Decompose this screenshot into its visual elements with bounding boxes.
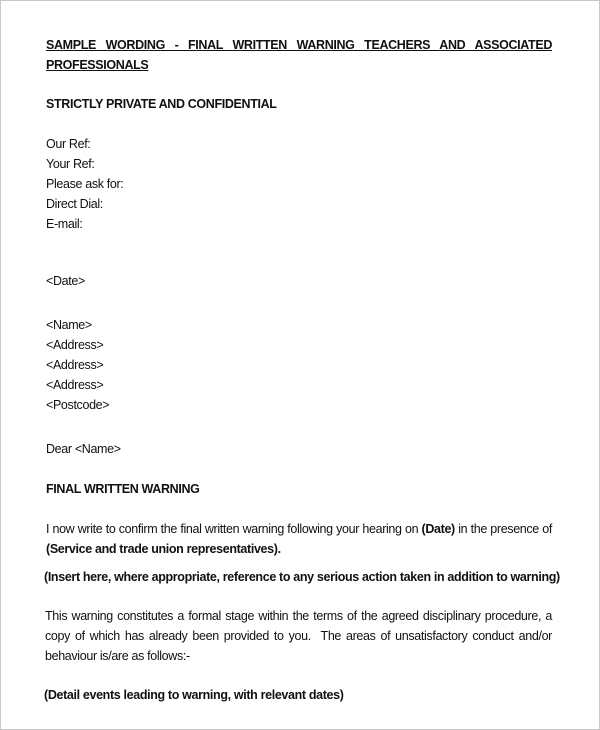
reference-fields [46,134,552,234]
date-placeholder-inline: (Date) [421,522,455,536]
email-label: E-mail: [46,217,83,231]
address-line: <Address> [46,378,104,392]
ask-for-label: Please ask for: [46,177,124,191]
warning-paragraph: This warning constitutes a formal stage within the terms of the agreed disciplinary procedure, a copy of which has already been provided to you. The areas of unsatisfactory conduct and/or behaviour is/are as follows:- [45,609,556,663]
address-line: <Name> [46,318,92,332]
address-line: <Postcode> [46,398,110,412]
section-heading: FINAL WRITTEN WARNING [46,482,200,496]
representatives-placeholder: (Service and trade union representatives). [46,542,281,556]
confidential-label: STRICTLY PRIVATE AND CONFIDENTIAL [46,97,277,111]
our-ref-label: Our Ref: [46,137,91,151]
address-line: <Address> [46,358,104,372]
salutation: Dear <Name> [46,442,121,456]
address-line: <Address> [46,338,104,352]
para-text: I now write to confirm the final written warning following your hearing on [46,522,422,536]
insert-note: (Insert here, where appropriate, reference to any serious action taken in addition to warning) [44,570,560,584]
your-ref-label: Your Ref: [46,157,95,171]
date-placeholder: <Date> [46,274,85,288]
recipient-address [46,315,552,415]
para-text: in the presence of [454,522,552,536]
direct-dial-label: Direct Dial: [46,197,103,211]
detail-note: (Detail events leading to warning, with relevant dates) [44,688,344,702]
document-title: SAMPLE WORDING - FINAL WRITTEN WARNING TEACHERS AND ASSOCIATED PROFESSIONALS [46,38,552,72]
confirmation-paragraph [46,519,552,559]
